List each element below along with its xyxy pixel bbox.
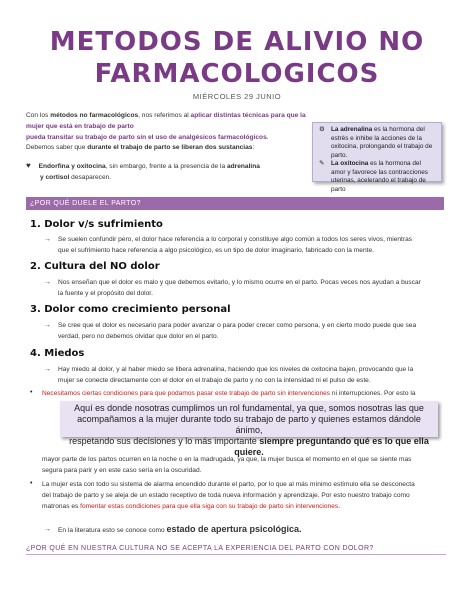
quote-text-a: Aquí es donde nosotras cumplimos un rol fundamental, ya que, somos nosotras las que — [74, 403, 424, 413]
conditions-rest-text: ni interrupciones. Por esto la — [330, 390, 416, 397]
conditions-paragraph — [42, 388, 452, 399]
sub-text-a: Debemos saber que — [26, 144, 88, 151]
after-quote-paragraph — [42, 454, 452, 476]
after-quote-text-a: mayor parte de los partos ocurren en la noche o en la madrugada, ya que, la mujer busca el momento en el que se siente mas — [42, 456, 412, 463]
section-1-text-b: que el sufrimiento hace referencia a algo psicológico, es un tipo de dolor imaginario, fabricado con la mente. — [58, 247, 374, 254]
section-3-text-b: verdad, pero no debemos olvidar que dolor en el parto. — [58, 333, 219, 340]
gear-icon: ⚙ — [319, 126, 325, 133]
section-1-text — [58, 234, 450, 256]
note-rest-1: es la hormona del estrés e inhibe la acciones de la oxitocina, prolongando el trabajo de parto. — [331, 126, 433, 159]
quote-text-c: respetando sus decisiones y lo más importante — [69, 436, 260, 446]
section-bar: ¿POR QUÉ DUELE EL PARTO? — [26, 197, 444, 210]
section-3-heading: 3. Dolor como crecimiento personal — [30, 304, 231, 315]
intro-paragraph — [26, 110, 316, 143]
section-2-text — [58, 277, 450, 299]
note-text-2 — [331, 160, 437, 194]
bullet-icon: • — [30, 389, 33, 396]
alarm-paragraph — [42, 479, 452, 512]
hormone-note — [312, 122, 442, 193]
intro-text-c: , nos referimos al — [138, 112, 191, 119]
section-2-text-b: la fuente y el propósito del dolor. — [58, 290, 153, 297]
arrow-icon: → — [44, 236, 51, 243]
section-2-heading: 2. Cultura del NO dolor — [30, 261, 160, 272]
section-4-heading: 4. Miedos — [30, 348, 85, 359]
intro-text-b: métodos no farmacológicos — [50, 112, 139, 119]
intro-text-a: Con los — [26, 112, 51, 119]
final-paragraph — [58, 524, 450, 536]
heart-icon: ♥ — [26, 161, 31, 170]
note-rest-2: es la hormona del amor y favorece las contracciones uterinas, acelerando el trabajo de parto — [331, 160, 428, 193]
section-2-text-a: Nos enseñan que el dolor es malo y que debemos evitarlo, y lo mismo ocurre en el parto. Pocas veces nos ayudan a buscar — [58, 279, 421, 286]
sub-text-b: durante el trabajo de parto se liberan dos sustancias — [87, 144, 253, 151]
date-label: MIÉRCOLES 29 JUNIO — [192, 92, 282, 101]
arrow-icon: → — [44, 526, 51, 533]
alarm-text-d: . — [338, 503, 341, 510]
arrow-icon: → — [44, 366, 51, 373]
arrow-icon: → — [44, 322, 51, 329]
heart-text-b: , sin embargo, frente a la presencia de la — [105, 163, 227, 170]
intro-text-e: pueda transitar su trabajo de parto sin el uso de analgésicos farmacológicos — [26, 134, 267, 141]
note-bold-1: La adrenalina — [331, 126, 373, 133]
intro-text-f: . — [266, 134, 269, 141]
quote-text-d: siempre preguntando qué es lo que ella — [259, 436, 429, 446]
note-row-1 — [319, 126, 437, 160]
note-bold-2: La oxitocina — [331, 160, 369, 167]
arrow-icon: → — [44, 279, 51, 286]
section-4-text — [58, 364, 450, 386]
heart-text-a: Endorfina y oxitocina — [38, 163, 106, 170]
heart-text-c: adrenalina — [226, 163, 260, 170]
heart-text-d: y cortisol — [40, 174, 70, 181]
bottom-heading: ¿POR QUÉ EN NUESTRA CULTURA NO SE ACEPTA LA EXPERIENCIA DEL PARTO CON DOLOR? — [26, 545, 446, 555]
conditions-red-text: Necesitamos ciertas condiciones para que podamos pasar este trabajo de parto sin intervenciones — [42, 390, 331, 397]
highlight-quote — [60, 401, 438, 457]
section-1-heading: 1. Dolor v/s sufrimiento — [30, 219, 163, 230]
title-line-2: FARMACOLOGICOS — [94, 59, 380, 89]
section-4-text-a: Hay miedo al dolor, y al haber miedo se libera adrenalina, haciendo que los niveles de oxitocina bajen, provocando que la — [58, 366, 414, 373]
heart-text-e: desaparecen. — [69, 174, 112, 181]
alarm-text-b: del trabajo de parto y se aleja de un estado receptivo de toda nueva información y aprendizaje. Por esto nuestro trabajo como — [42, 492, 410, 499]
quote-text-e: quiere. — [234, 447, 264, 457]
bullet-icon: ✎ — [319, 160, 325, 167]
sub-text-c: : — [252, 144, 255, 151]
page-title — [0, 26, 474, 90]
quote-text-b: acompañamos a la mujer durante todo su trabajo de parto y quienes estamos dándole ánimo, — [77, 414, 421, 435]
bullet-icon: • — [30, 480, 33, 487]
heart-item — [26, 160, 310, 183]
final-text-a: En la literatura esto se conoce como — [58, 527, 167, 534]
intro-text-d: aplicar distintas técnicas para que la mujer que está en trabajo de parto — [26, 112, 306, 130]
section-4-text-b: mujer se conecte directamente con el dolor en el trabajo de parto y no con la intensidad ni el pulso de este. — [58, 377, 371, 384]
alarm-red-text: fomentar estas condiciones para que ella siga con su trabajo de parto sin intervenciones — [80, 503, 339, 510]
alarm-text-c: matronas es — [42, 503, 81, 510]
sub-paragraph — [26, 142, 316, 153]
title-line-1: METODOS DE ALIVIO NO — [49, 27, 425, 57]
final-text-b: estado de apertura psicológica. — [166, 524, 302, 534]
alarm-text-a: La mujer esta con todo su sistema de alarma encendido durante el parto, por lo que al más mínimo estímulo ella se desconecta — [42, 481, 415, 488]
section-1-text-a: Se suelen confundir pero, el dolor hace referencia a lo corporal y constituye algo común a todos los seres vivos, mientras — [58, 236, 413, 243]
note-row-2 — [319, 160, 437, 194]
note-text-1 — [331, 126, 437, 160]
section-3-text-a: Se cree que el dolor es necesario para poder avanzar o para poder crecer como persona, y en cierto modo puede que sea — [58, 322, 417, 329]
section-3-text — [58, 320, 450, 342]
after-quote-text-b: segura para parir y en este caso sería en la oscuridad. — [42, 467, 202, 474]
